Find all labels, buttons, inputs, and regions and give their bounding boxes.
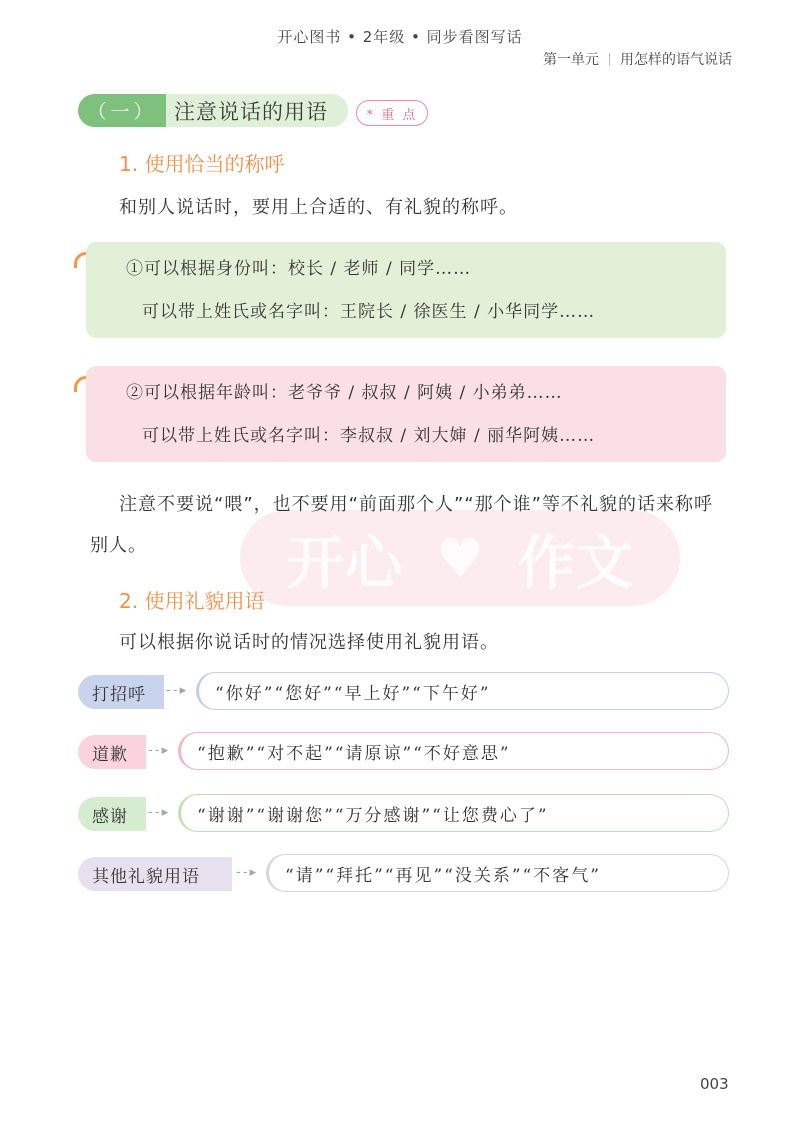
phrase-box-apology: “抱歉”“对不起”“请原谅”“不好意思” [178, 732, 729, 770]
key-point-badge: * 重 点 [356, 100, 428, 126]
dashed-arrow-icon: - - ▸ [148, 805, 168, 820]
category-pill-thanks: 感谢 [78, 797, 146, 831]
note-paragraph: 注意不要说“喂”，也不要用“前面那个人”“那个谁”等不礼貌的话来称呼别人。 [90, 494, 713, 556]
box-line: ①可以根据身份叫：校长 / 老师 / 同学…… [126, 259, 472, 279]
phrase-box-other: “请”“拜托”“再见”“没关系”“不客气” [266, 854, 729, 892]
watermark-text-right: 作文 [517, 529, 634, 597]
page-number: 003 [700, 1075, 729, 1093]
intro-paragraph-2: 可以根据你说话时的情况选择使用礼貌用语。 [119, 632, 499, 653]
box-line: 可以带上姓氏或名字叫：王院长 / 徐医生 / 小华同学…… [142, 302, 596, 322]
address-by-identity-box [86, 242, 726, 338]
address-by-age-box [86, 366, 726, 462]
subsection-heading-1: 1. 使用恰当的称呼 [119, 152, 285, 176]
section-title: 注意说话的用语 [166, 94, 348, 127]
unit-label: 第一单元 [543, 52, 599, 68]
box-line: ②可以根据年龄叫：老爷爷 / 叔叔 / 阿姨 / 小弟弟…… [126, 383, 563, 403]
box-line: 可以带上姓氏或名字叫：李叔叔 / 刘大婶 / 丽华阿姨…… [142, 426, 596, 446]
dashed-arrow-icon: - - ▸ [166, 683, 186, 698]
phrase-box-thanks: “谢谢”“谢谢您”“万分感谢”“让您费心了” [178, 794, 729, 832]
header-divider [609, 53, 610, 66]
category-pill-apology: 道歉 [78, 735, 146, 769]
dashed-arrow-icon: - - ▸ [148, 743, 168, 758]
subsection-heading-2: 2. 使用礼貌用语 [119, 589, 265, 613]
phrase-box-greeting: “你好”“您好”“早上好”“下午好” [196, 672, 729, 710]
category-pill-other: 其他礼貌用语 [78, 857, 232, 891]
dashed-arrow-icon: - - ▸ [236, 865, 256, 880]
watermark-text-left: 开心 [286, 529, 403, 597]
intro-paragraph-1: 和别人说话时，要用上合适的、有礼貌的称呼。 [119, 197, 518, 218]
section-number-badge: （一） [78, 94, 166, 127]
book-header-title: 开心图书 • 2年级 • 同步看图写话 [277, 28, 523, 46]
unit-header [543, 49, 732, 69]
heart-face-icon: ♥ [435, 526, 485, 590]
category-pill-greeting: 打招呼 [78, 675, 164, 709]
unit-topic: 用怎样的语气说话 [620, 52, 732, 68]
